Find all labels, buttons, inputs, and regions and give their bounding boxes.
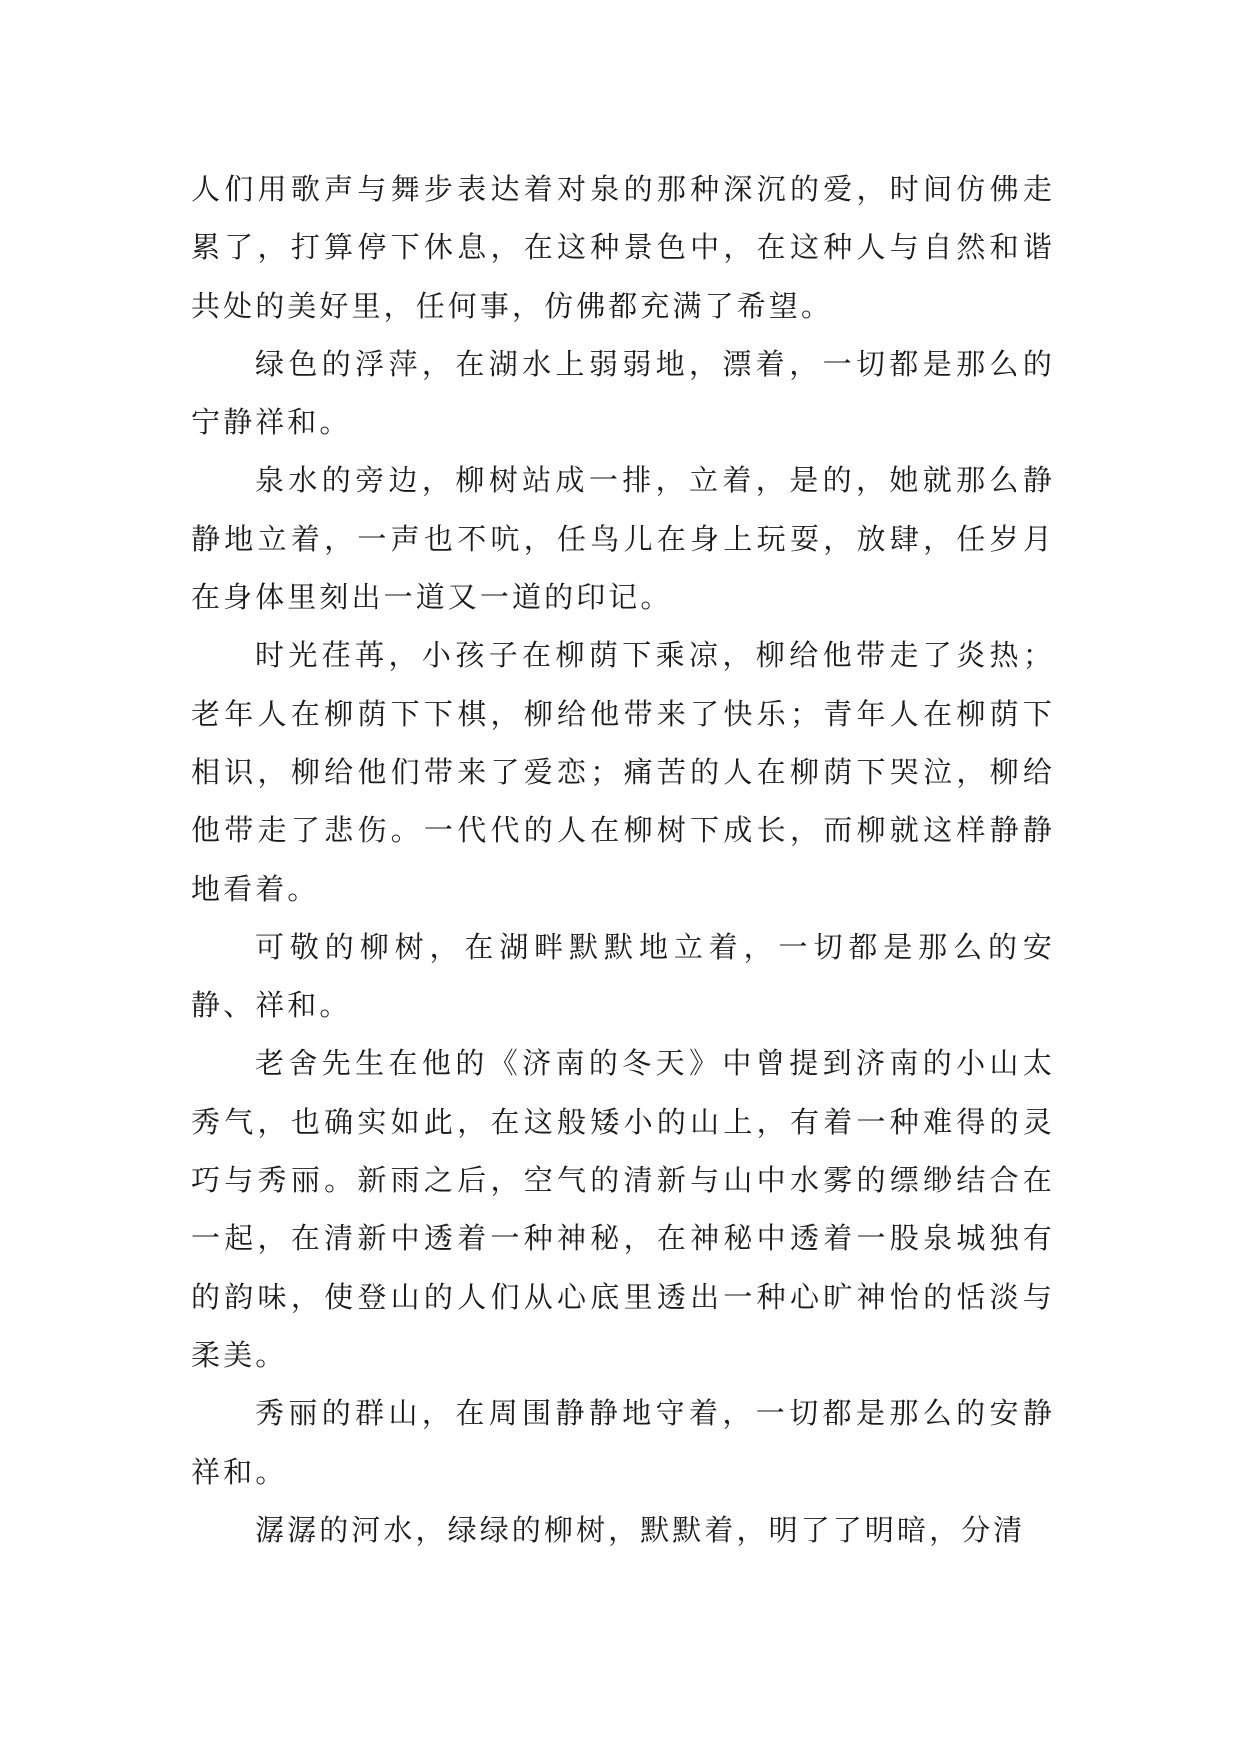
paragraph-respectable-willow: 可敬的柳树，在湖畔默默地立着，一切都是那么的安静、祥和。: [191, 929, 1055, 1023]
paragraph-continuation: 人们用歌声与舞步表达着对泉的那种深沉的爱，时间仿佛走累了，打算停下休息，在这种景色中，在这种人与自然和谐共处的美好里，任何事，仿佛都充满了希望。: [191, 172, 1055, 323]
paragraph-duckweed: 绿色的浮萍，在湖水上弱弱地，漂着，一切都是那么的宁静祥和。: [191, 346, 1055, 440]
paragraph-willows-by-spring: 泉水的旁边，柳树站成一排，立着，是的，她就那么静静地立着，一声也不吭，任鸟儿在身上玩耍，放肆，任岁月在身体里刻出一道又一道的印记。: [191, 463, 1055, 615]
paragraph-lao-she: 老舍先生在他的《济南的冬天》中曾提到济南的小山太秀气，也确实如此，在这般矮小的山上，有着一种难得的灵巧与秀丽。新雨之后，空气的清新与山中水雾的缥缈结合在一起，在清新中透着一种神秘，在神秘中透着一股泉城独有的韵味，使登山的人们从心底里透出一种心旷神怡的恬淡与柔美。: [191, 1046, 1055, 1372]
paragraph-hills: 秀丽的群山，在周围静静地守着，一切都是那么的安静祥和。: [191, 1396, 1055, 1489]
paragraph-time-passes: 时光荏苒，小孩子在柳荫下乘凉，柳给他带走了炎热；老年人在柳荫下下棋，柳给他带来了快乐；青年人在柳荫下相识，柳给他们带来了爱恋；痛苦的人在柳荫下哭泣，柳给他带走了悲伤。一代代的人在柳树下成长，而柳就这样静静地看着。: [191, 638, 1055, 906]
paragraph-river: 潺潺的河水，绿绿的柳树，默默着，明了了明暗，分清: [255, 1512, 1026, 1547]
body-text: [191, 160, 1055, 1559]
